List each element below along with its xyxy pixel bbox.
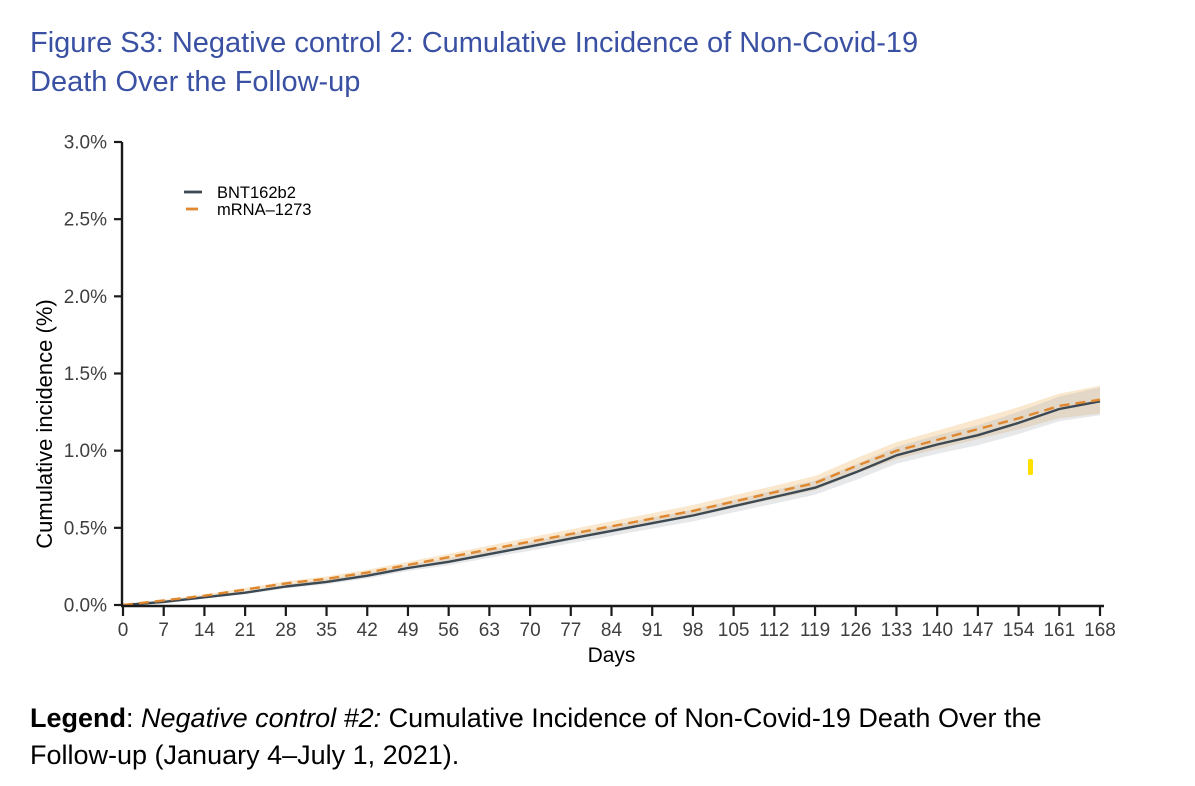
y-axis-tick-label: 1.5% [63, 364, 107, 385]
x-axis-tick-label: 77 [560, 620, 582, 641]
x-axis-tick-label: 140 [921, 620, 954, 641]
x-axis-tick-label: 84 [600, 620, 623, 641]
x-axis-tick-label: 21 [234, 620, 256, 641]
x-axis-tick-label: 70 [519, 620, 541, 641]
x-axis-tick-label: 63 [478, 620, 500, 641]
y-axis-tick-label: 0.5% [63, 518, 107, 540]
x-axis-tick-label: 49 [397, 620, 419, 641]
caption-normal-part: Cumulative Incidence of Non-Covid-19 Death Over the Follow-up (January 4–July 1, 2021). [30, 703, 1042, 771]
x-axis-title: Days [587, 644, 636, 667]
x-axis-tick-label: 35 [315, 620, 338, 641]
caption-separator: : [126, 703, 142, 733]
y-axis-tick-label: 1.0% [63, 441, 107, 463]
x-axis-tick-label: 133 [880, 620, 913, 641]
caption-bold-label: Legend [30, 703, 127, 733]
mrna-confidence-band [123, 386, 1100, 605]
bnt-confidence-band [123, 387, 1100, 605]
x-axis-tick-label: 28 [275, 620, 297, 641]
x-axis-tick-label: 42 [356, 620, 378, 641]
x-axis-tick-label: 7 [158, 620, 169, 641]
legend-label-bnt162b2: BNT162b2 [217, 184, 296, 202]
x-axis-tick-label: 14 [193, 620, 215, 641]
y-axis-tick-label: 2.5% [63, 209, 107, 231]
x-axis-tick-label: 112 [759, 620, 790, 641]
y-axis-tick-label: 2.0% [63, 286, 107, 308]
x-axis-tick-label: 161 [1043, 620, 1076, 641]
x-axis-tick-label: 147 [962, 620, 994, 641]
caption-italic-part: Negative control #2: [141, 703, 382, 733]
x-axis-tick-label: 56 [438, 620, 460, 641]
x-axis-tick-label: 154 [1002, 620, 1035, 641]
x-axis-tick-label: 168 [1084, 620, 1116, 641]
legend-label-mrna1273: mRNA–1273 [217, 201, 312, 219]
y-axis-tick-label: 3.0% [63, 132, 107, 154]
x-axis-tick-label: 91 [641, 620, 663, 641]
yellow-highlight-mark [1028, 459, 1033, 475]
figure-title: Figure S3: Negative control 2: Cumulative Incidence of Non-Covid-19 Death Over the Follow-up [30, 27, 919, 98]
x-axis-tick-label: 126 [839, 620, 872, 641]
x-axis-tick-label: 0 [117, 620, 129, 641]
x-axis-tick-label: 119 [799, 620, 831, 641]
y-axis-title: Cumulative incidence (%) [32, 299, 57, 549]
x-axis-tick-label: 105 [717, 620, 750, 641]
figure-caption [30, 700, 1130, 775]
x-axis-tick-label: 98 [682, 620, 704, 641]
y-axis-tick-label: 0.0% [63, 595, 107, 617]
